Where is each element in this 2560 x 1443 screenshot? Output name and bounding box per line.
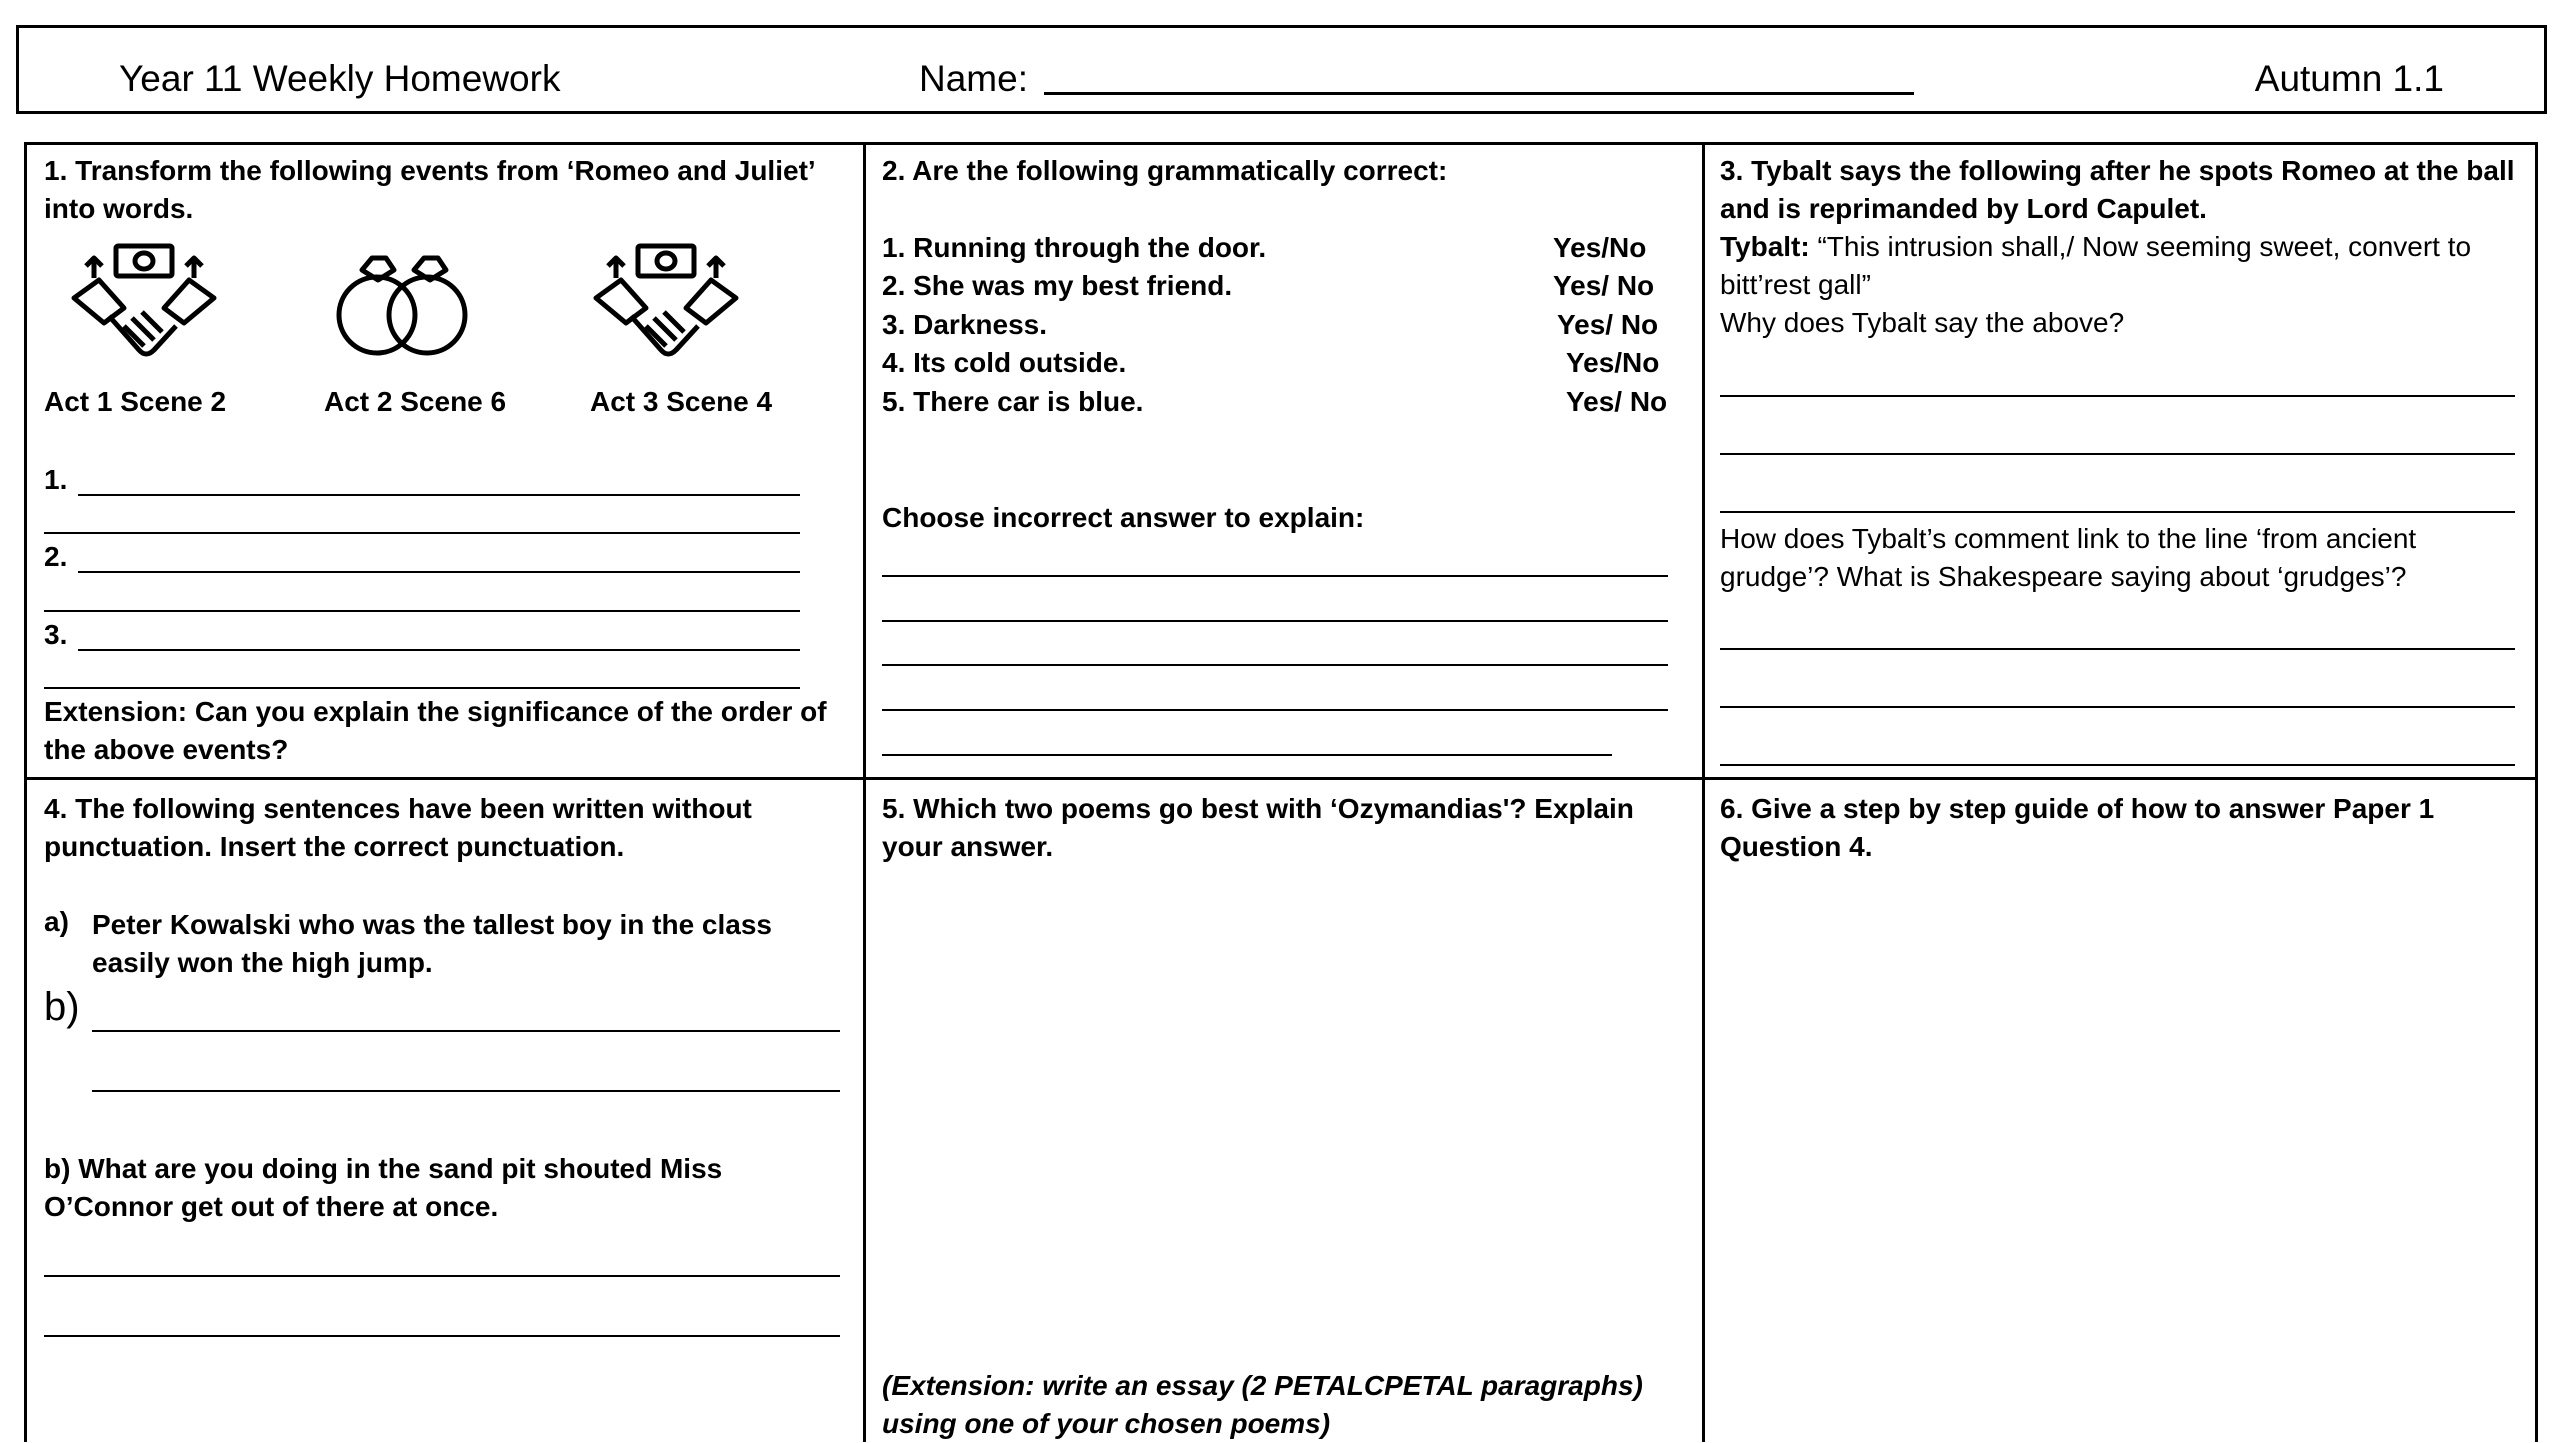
- q1-prompt: 1. Transform the following events from ‘Romeo and Juliet’ into words.: [44, 155, 815, 224]
- q3-block: [1720, 152, 2525, 342]
- answer-line[interactable]: [78, 494, 800, 496]
- q2-choice[interactable]: Yes/No: [1553, 232, 1647, 263]
- q2-prompt: 2. Are the following grammatically correct:: [882, 155, 1448, 186]
- term-label: Autumn 1.1: [2254, 58, 2444, 99]
- answer-line[interactable]: [882, 664, 1668, 666]
- answer-line[interactable]: [882, 575, 1668, 577]
- q2-choice[interactable]: Yes/ No: [1566, 386, 1668, 417]
- q2-choice[interactable]: Yes/ No: [1553, 270, 1655, 301]
- q2-item: 3. Darkness.: [882, 309, 1047, 340]
- name-label: Name:: [919, 58, 1028, 99]
- name-field[interactable]: [1044, 92, 1914, 95]
- q2-explain-prompt: Choose incorrect answer to explain:: [882, 502, 1365, 533]
- answer-line[interactable]: [44, 687, 800, 689]
- q2-item: 2. She was my best friend.: [882, 270, 1233, 301]
- answer-line[interactable]: [92, 1090, 840, 1092]
- worksheet-title: Year 11 Weekly Homework: [119, 58, 561, 99]
- answer-line[interactable]: [44, 1275, 840, 1277]
- q2-choice[interactable]: Yes/ No: [1557, 309, 1659, 340]
- q3-prompt: 3. Tybalt says the following after he spots Romeo at the ball and is reprimanded by Lord Capulet.: [1720, 155, 2515, 224]
- rings-icon: [322, 250, 482, 360]
- row-divider: [24, 777, 2538, 780]
- answer-line[interactable]: [92, 1030, 840, 1032]
- answer-line[interactable]: [1720, 511, 2515, 513]
- answer-label: 1.: [44, 464, 68, 495]
- answer-line[interactable]: [1720, 648, 2515, 650]
- answer-line[interactable]: [1720, 706, 2515, 708]
- q3-question2: How does Tybalt’s comment link to the line ‘from ancient grudge’? What is Shakespeare saying about ‘grudges’?: [1720, 523, 2417, 592]
- answer-line[interactable]: [882, 620, 1668, 622]
- answer-line[interactable]: [1720, 395, 2515, 397]
- q4-a-text: Peter Kowalski who was the tallest boy in the class easily won the high jump.: [92, 909, 772, 978]
- q4-a-label: a): [44, 906, 69, 937]
- q6-prompt: 6. Give a step by step guide of how to answer Paper 1 Question 4.: [1720, 793, 2435, 862]
- handshake-money-icon: [586, 238, 746, 368]
- answer-label: 3.: [44, 619, 68, 650]
- q4-b2-text: b) What are you doing in the sand pit shouted Miss O’Connor get out of there at once.: [44, 1153, 723, 1222]
- q3-question1: Why does Tybalt say the above?: [1720, 307, 2125, 338]
- q2-choice[interactable]: Yes/No: [1566, 347, 1660, 378]
- column-divider: [1702, 142, 1705, 1442]
- worksheet-header: [16, 25, 2547, 114]
- scene-label: Act 3 Scene 4: [590, 386, 773, 417]
- q2-item: 1. Running through the door.: [882, 232, 1267, 263]
- answer-label: 2.: [44, 541, 68, 572]
- answer-line[interactable]: [1720, 453, 2515, 455]
- column-divider: [863, 142, 866, 1442]
- answer-line[interactable]: [78, 571, 800, 573]
- answer-line[interactable]: [78, 649, 800, 651]
- answer-line[interactable]: [1720, 764, 2515, 766]
- scene-label: Act 1 Scene 2: [44, 386, 227, 417]
- scene-label: Act 2 Scene 6: [324, 386, 507, 417]
- q3-quote: “This intrusion shall,/ Now seeming sweet, convert to bitt’rest gall”: [1720, 231, 2472, 300]
- answer-line[interactable]: [44, 610, 800, 612]
- answer-line[interactable]: [882, 754, 1612, 756]
- q4-b-label: b): [44, 985, 80, 1029]
- q3-speaker: Tybalt:: [1720, 231, 1810, 262]
- q5-extension: (Extension: write an essay (2 PETALCPETAL paragraphs) using one of your chosen poems): [882, 1370, 1643, 1439]
- answer-line[interactable]: [44, 532, 800, 534]
- answer-line[interactable]: [44, 1335, 840, 1337]
- handshake-money-icon: [64, 238, 224, 368]
- answer-line[interactable]: [882, 709, 1668, 711]
- q5-prompt: 5. Which two poems go best with ‘Ozymandias'? Explain your answer.: [882, 793, 1634, 862]
- q2-item: 5. There car is blue.: [882, 386, 1144, 417]
- q2-item: 4. Its cold outside.: [882, 347, 1127, 378]
- q4-prompt: 4. The following sentences have been written without punctuation. Insert the correct punctuation.: [44, 793, 752, 862]
- q1-extension: Extension: Can you explain the significance of the order of the above events?: [44, 696, 827, 765]
